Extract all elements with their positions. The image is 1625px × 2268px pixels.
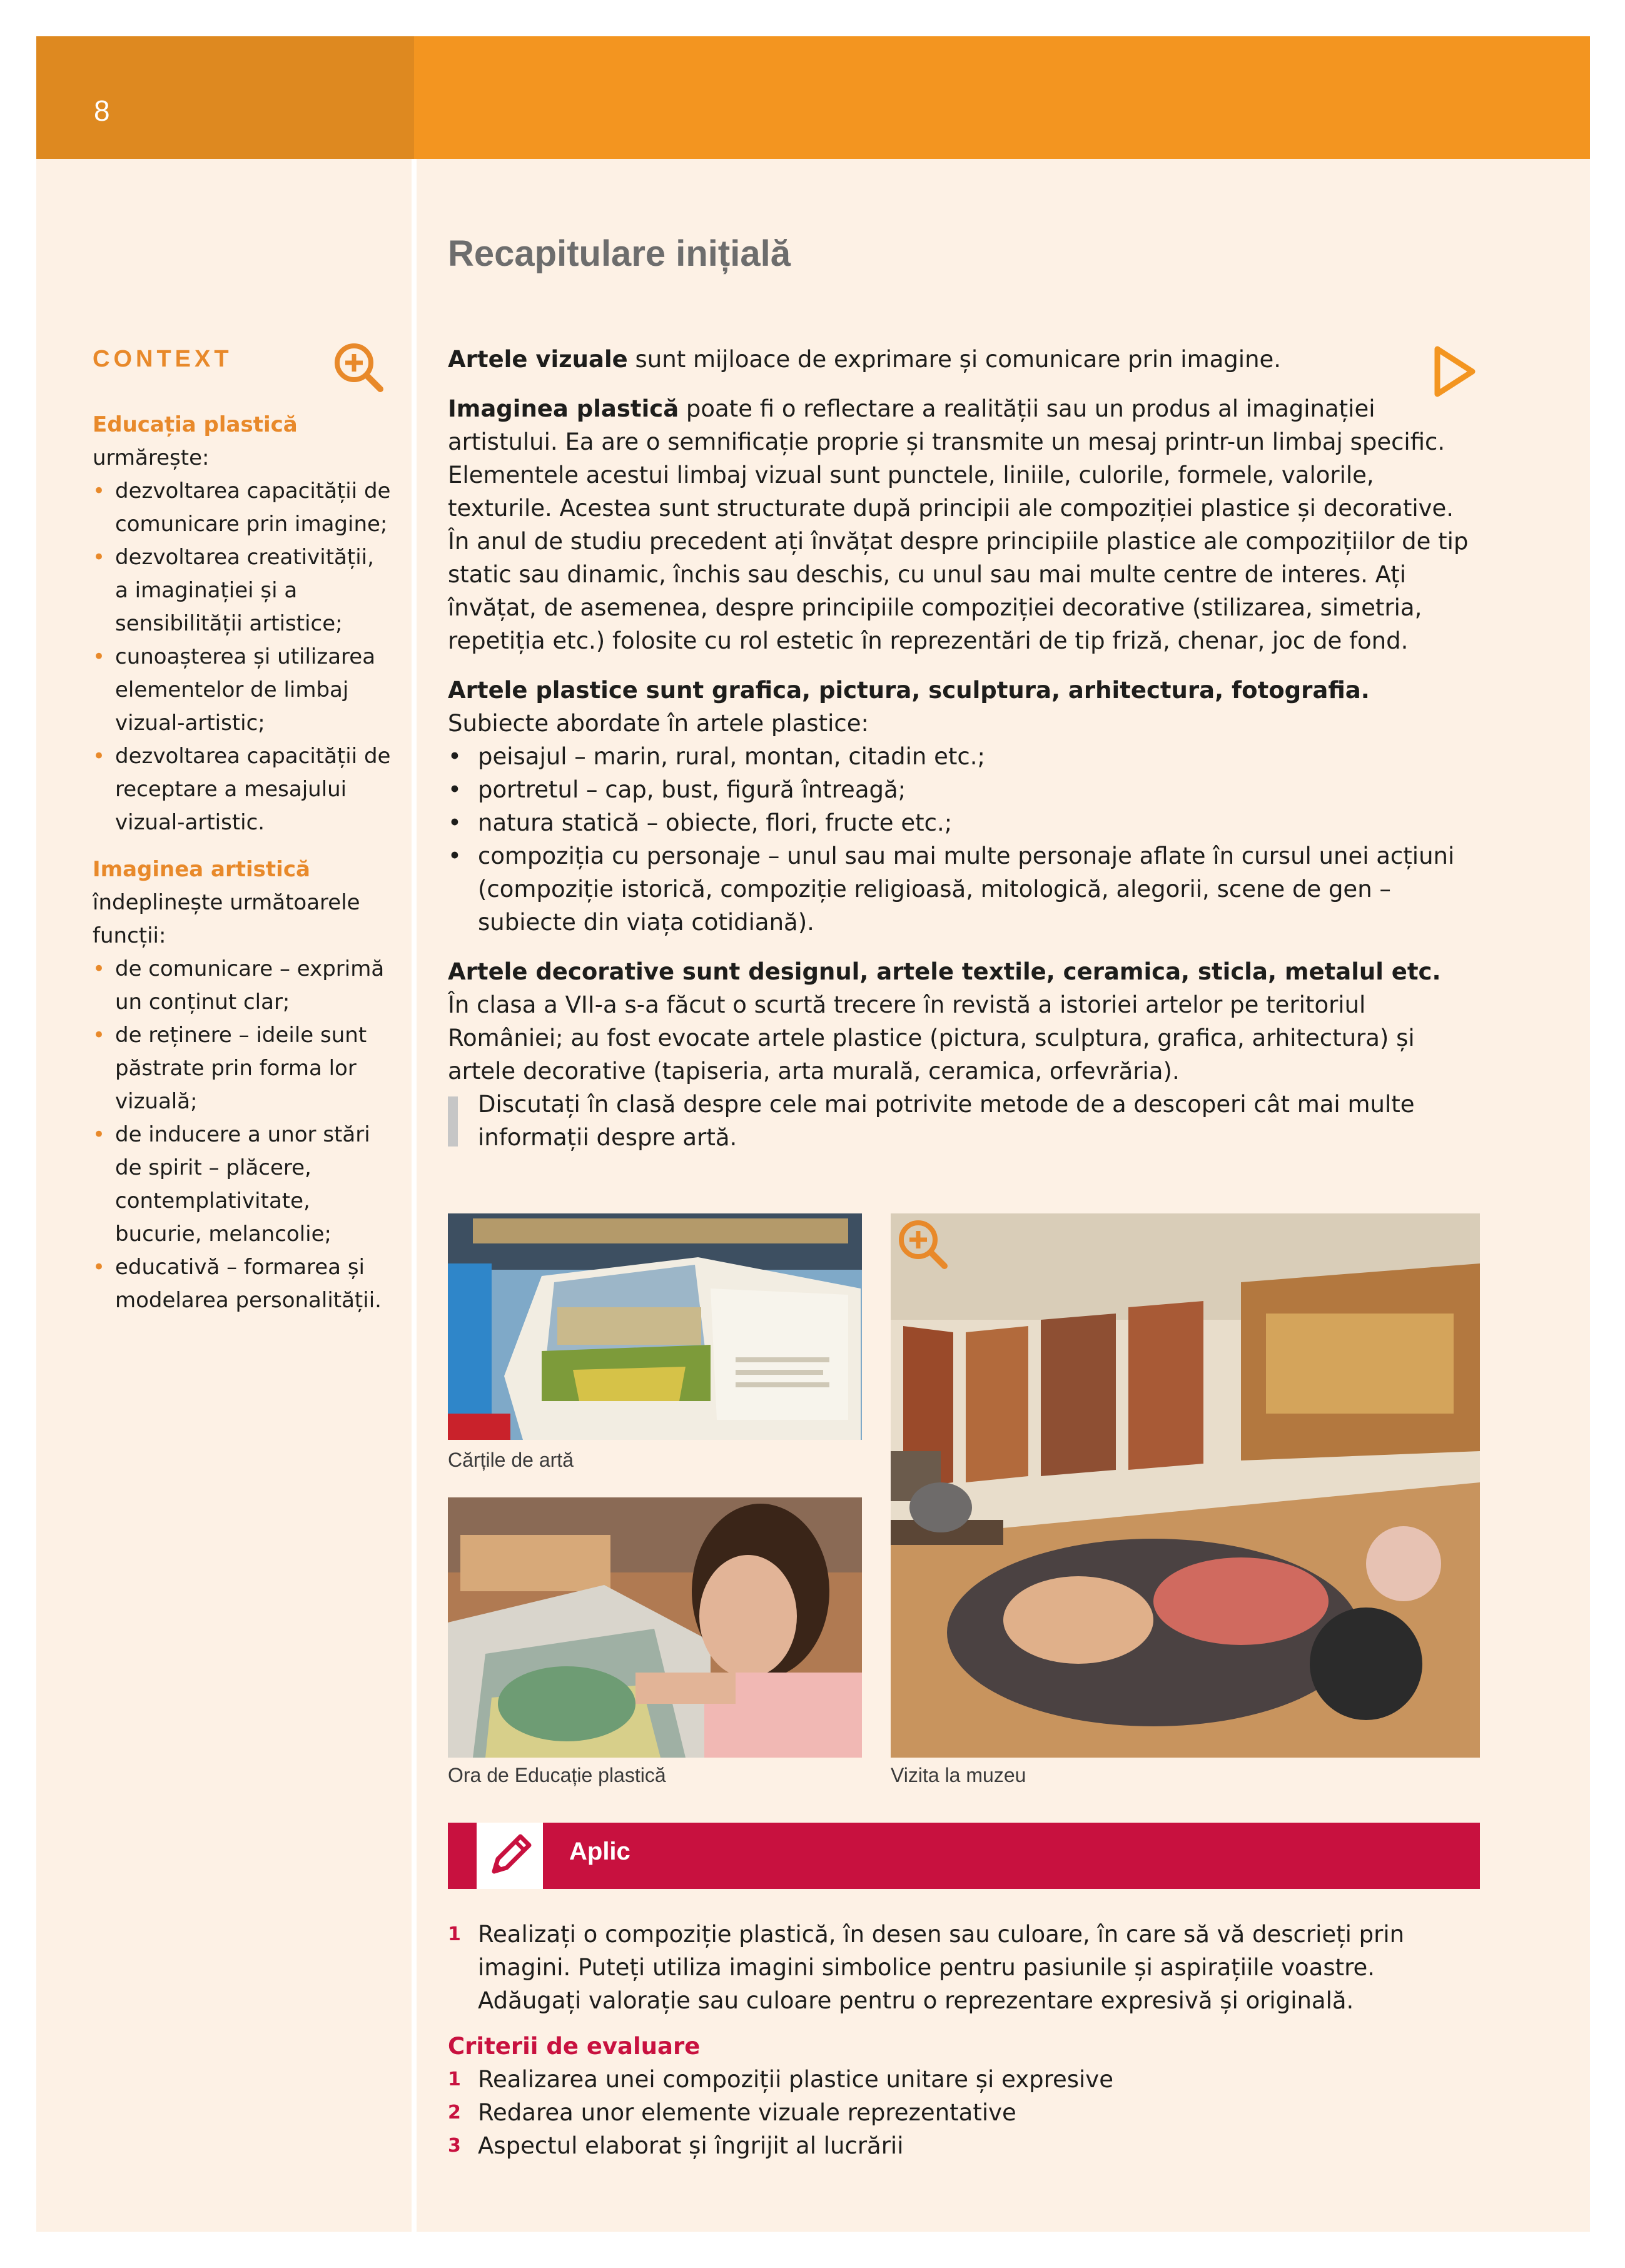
pencil-icon	[477, 1823, 543, 1889]
paragraph-text: poate fi o reflectare a realității sau un produs al imaginației artistului. Ea are o semnificație proprie și transmite un mesaj printr-un limbaj specific.	[448, 395, 1445, 455]
context-sidebar	[93, 343, 393, 1317]
subjects-list	[448, 740, 1480, 939]
paragraph-plastic-image	[448, 392, 1480, 458]
aplic-banner	[448, 1823, 1480, 1889]
header-right-block	[414, 36, 1590, 159]
list-item: • dezvoltarea capacității de comunicare prin imagine;	[93, 475, 393, 541]
plastic-arts-heading	[448, 674, 1480, 707]
list-item: • compoziția cu personaje – unul sau mai multe personaje aflate în cursul unei acțiuni (compoziție istorică, compoziție religioasă, mitologică, alegorii, scene de gen – subiecte din viața cotidiană).	[448, 839, 1480, 939]
subjects-intro: Subiecte abordate în artele plastice:	[448, 710, 869, 737]
task-number: 1	[448, 1923, 461, 1945]
task-text: Realizați o compoziție plastică, în desen sau culoare, în care să vă descrieți prin imagini. Puteți utiliza imagini simbolice pentru pasiunile și aspirațiile voastre. Adăugați valorație sau culoare pentru o reprezentare expresivă și originală.	[478, 1921, 1405, 2014]
functions-list	[93, 953, 393, 1317]
photo-art-book	[448, 1213, 862, 1440]
list-item: • educativă – formarea și modelarea personalității.	[93, 1251, 393, 1317]
bold-term: Imaginea plastică	[448, 395, 679, 422]
list-item: • de reținere – ideile sunt păstrate prin forma lor vizuală;	[93, 1019, 393, 1118]
criterion-text: Aspectul elaborat și îngrijit al lucrării	[478, 2132, 904, 2159]
paragraph-decorative: În clasa a VII-a s-a făcut o scurtă trecere în revistă a istoriei artelor pe teritoriul României; au fost evocate artele plastice (pictura, sculptura, grafica, arhitectura) și artele decorative (tapiseria, arta murală, ceramica, orfevrăria).	[448, 991, 1415, 1085]
bold-term: Artele vizuale	[448, 346, 628, 373]
photo-art-class	[448, 1497, 862, 1758]
caption-art-class: Ora de Educație plastică	[448, 1764, 666, 1786]
discussion-text: Discutați în clasă despre cele mai potrivite metode de a descoperi cât mai multe informații despre artă.	[478, 1091, 1415, 1151]
aplic-label: Aplic	[569, 1838, 630, 1865]
list-item: • cunoașterea și utilizarea elementelor de limbaj vizual-artistic;	[93, 640, 393, 740]
zoom-in-icon[interactable]	[897, 1218, 948, 1270]
caption-museum: Vizita la muzeu	[891, 1764, 1026, 1786]
criterion-text: Realizarea unei compoziții plastice unitare și expresive	[478, 2066, 1113, 2093]
header-left-block	[36, 36, 414, 159]
list-item: • peisajul – marin, rural, montan, citadin etc.;	[448, 740, 1480, 773]
list-item: • de inducere a unor stări de spirit – plăcere, contemplativitate, bucurie, melancolie;	[93, 1118, 393, 1251]
list-item: • portretul – cap, bust, figură întreagă;	[448, 773, 1480, 806]
criterion-item	[448, 2129, 1480, 2162]
criterion-text: Redarea unor elemente vizuale reprezentative	[478, 2099, 1016, 2126]
main-content	[448, 343, 1480, 1154]
page-title: Recapitulare inițială	[448, 233, 791, 274]
list-item: • de comunicare – exprimă un conținut clar;	[93, 953, 393, 1019]
list-item: • natura statică – obiecte, flori, fructe etc.;	[448, 806, 1480, 839]
caption-art-book: Cărțile de artă	[448, 1449, 574, 1471]
criterion-number: 2	[448, 2102, 461, 2124]
paragraph-elements: Elementele acestui limbaj vizual sunt punctele, liniile, culorile, formele, valorile, texturile. Acestea sunt structurate după principii ale compoziției plastice și decorative.	[448, 462, 1454, 522]
evaluation-criteria	[448, 2030, 1480, 2162]
criterion-item	[448, 2063, 1480, 2096]
goals-list	[93, 475, 393, 839]
criterion-item	[448, 2096, 1480, 2129]
paragraph-previous-year: În anul de studiu precedent ați învățat despre principiile plastice ale compozițiilor de tip static sau dinamic, închis sau deschis, cu unul sau mai multe centre de interes. Ați învățat, de asemenea, despre principiile compoziției decorative (stilizarea, simetria, repetiția etc.) folosite cu rol estetic în reprezentări de tip friză, chenar, joc de fond.	[448, 528, 1469, 654]
list-item: • dezvoltarea capacității de receptare a mesajului vizual-artistic.	[93, 740, 393, 839]
criterion-number: 3	[448, 2135, 461, 2157]
bold-term: Artele plastice sunt grafica, pictura, sculptura, arhitectura, fotografia.	[448, 677, 1370, 704]
section-intro: urmărește:	[93, 445, 210, 470]
page-number: 8	[94, 94, 110, 127]
section-intro: îndeplinește următoarele funcții:	[93, 890, 360, 948]
discussion-bar	[448, 1096, 458, 1147]
bold-term: Artele decorative sunt designul, artele textile, ceramica, sticla, metalul etc.	[448, 958, 1441, 985]
criterion-number: 1	[448, 2068, 461, 2090]
zoom-in-icon[interactable]	[333, 342, 384, 393]
section-heading-visual-education: Educația plastică	[93, 412, 298, 437]
task-1	[448, 1918, 1480, 2017]
list-item: • dezvoltarea creativității, a imaginației și a sensibilității artistice;	[93, 541, 393, 640]
paragraph-text: sunt mijloace de exprimare și comunicare prin imagine.	[627, 346, 1282, 373]
context-label: CONTEXT	[93, 346, 233, 372]
paragraph-visual-arts	[448, 343, 1480, 376]
criteria-heading: Criterii de evaluare	[448, 2033, 701, 2060]
section-heading-artistic-image: Imaginea artistică	[93, 857, 310, 882]
column-divider	[412, 159, 417, 2232]
decorative-arts-heading	[448, 955, 1480, 988]
discussion-prompt	[448, 1088, 1480, 1154]
photo-museum-visit	[891, 1213, 1480, 1758]
